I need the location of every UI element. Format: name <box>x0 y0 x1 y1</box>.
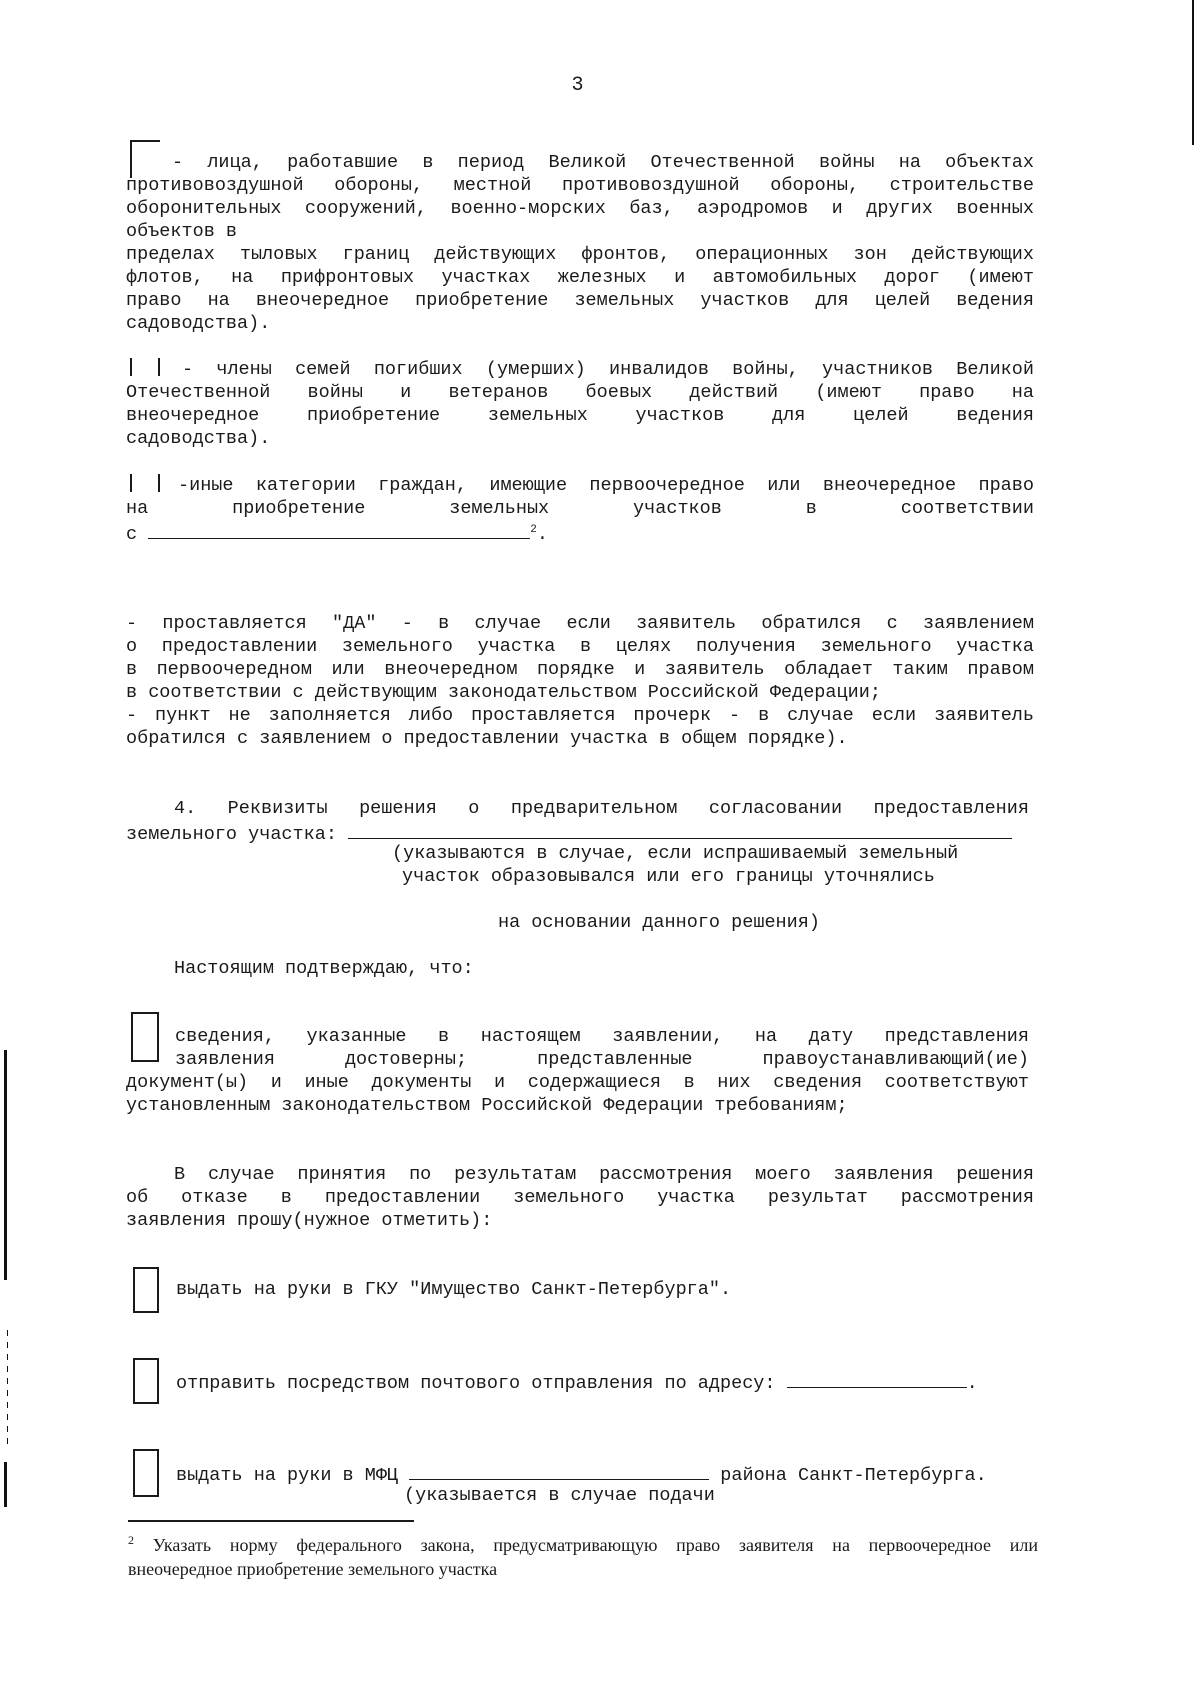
text-line: заявления прошу(нужное отметить): <box>126 1210 493 1231</box>
checkbox-pickup-mfc[interactable] <box>133 1449 159 1497</box>
text-line: - проставляется "ДА" - в случае если заявитель обратился с заявлением <box>126 613 1034 634</box>
text-fragment: Указать норму федерального закона, предусматривающую право заявителя на первоочередное или <box>152 1535 1039 1555</box>
text-fragment: земельного участка: <box>126 824 337 845</box>
page-number: 3 <box>571 74 584 97</box>
block-war-families <box>126 358 1034 450</box>
text-fragment: отправить посредством почтового отправления по адресу: <box>176 1373 776 1394</box>
section-4-hint-2: участок образовывался или его границы уточнялись <box>402 866 935 887</box>
text-line: об отказе в предоставлении земельного участка результат рассмотрения <box>126 1187 1034 1208</box>
footnote-ref: 2 <box>530 523 537 536</box>
checkbox-send-by-mail[interactable] <box>133 1358 159 1404</box>
confirm-block <box>126 1025 1029 1117</box>
text-line: - члены семей погибших (умерших) инвалидов войны, участников Великой <box>182 359 1034 380</box>
option-send-by-mail <box>176 1369 978 1395</box>
text-line: -иные категории граждан, имеющие первоочередное или внеочередное право <box>178 475 1034 496</box>
text-line: Отечественной войны и ветеранов боевых действий (имеют право на <box>126 382 1034 403</box>
text-line: садоводства). <box>126 428 271 449</box>
legal-basis-field[interactable] <box>148 520 530 539</box>
block-other-categories <box>126 474 1034 546</box>
text-line: в первоочередном или внеочередном порядке и заявитель обладает таким правом <box>126 659 1034 680</box>
option-pickup-gku: выдать на руки в ГКУ "Имущество Санкт-Петербурга". <box>176 1279 732 1300</box>
note-block <box>126 612 1034 750</box>
scan-edge-mark-left <box>4 1050 7 1280</box>
text-line-legal-basis <box>126 520 1034 546</box>
text-line: внеочередное приобретение земельных участков для целей ведения <box>126 405 1034 426</box>
scan-edge-mark-left-dashed <box>7 1330 8 1450</box>
checkbox-pickup-gku[interactable] <box>133 1267 159 1313</box>
mfc-district-field[interactable] <box>409 1461 709 1480</box>
decision-details-field[interactable] <box>348 820 1012 839</box>
text-line: объектов в <box>126 221 238 242</box>
block-wartime-workers <box>126 151 1034 335</box>
footnote <box>128 1533 1038 1581</box>
refusal-block <box>126 1163 1034 1232</box>
text-line: - лица, работавшие в период Великой Отечественной войны на объектах <box>172 152 1034 173</box>
text-line: обратился с заявлением о предоставлении участка в общем порядке). <box>126 728 848 749</box>
text-line: документ(ы) и иные документы и содержащиеся в них сведения соответствуют <box>126 1072 1029 1093</box>
text-fragment: с <box>126 524 138 545</box>
text-line: В случае принятия по результатам рассмотрения моего заявления решения <box>174 1164 1034 1185</box>
text-fragment: . <box>536 524 548 545</box>
text-line: внеочередное приобретение земельного участка <box>128 1559 498 1579</box>
text-line: садоводства). <box>126 313 271 334</box>
section-4 <box>126 797 1029 846</box>
scan-edge-mark-left-bottom <box>4 1462 7 1507</box>
text-line: о предоставлении земельного участка в целях получения земельного участка <box>126 636 1034 657</box>
text-fragment: . <box>966 1373 978 1394</box>
text-fragment: района Санкт-Петербурга. <box>720 1465 987 1486</box>
text-line: в соответствии с действующим законодательством Российской Федерации; <box>126 682 881 703</box>
text-line: - пункт не заполняется либо проставляется прочерк - в случае если заявитель <box>126 705 1034 726</box>
section-4-hint-1: (указываются в случае, если испрашиваемый земельный <box>392 843 959 864</box>
text-line: на приобретение земельных участков в соответствии <box>126 498 1034 519</box>
text-line: флотов, на прифронтовых участках железных и автомобильных дорог (имеют <box>126 267 1034 288</box>
text-line: оборонительных сооружений, военно-морских баз, аэродромов и других военных <box>126 198 1034 219</box>
text-line: сведения, указанные в настоящем заявлении, на дату представления <box>175 1026 1029 1047</box>
text-fragment: выдать на руки в МФЦ <box>176 1465 399 1486</box>
text-line: пределах тыловых границ действующих фронтов, операционных зон действующих <box>126 244 1034 265</box>
option-pickup-mfc-hint: (указывается в случае подачи <box>404 1485 715 1506</box>
confirm-intro: Настоящим подтверждаю, что: <box>174 958 474 979</box>
text-line <box>128 1533 1038 1557</box>
text-line: установленным законодательством Российской Федерации требованиям; <box>126 1095 848 1116</box>
text-line: 4. Реквизиты решения о предварительном согласовании предоставления <box>174 798 1029 819</box>
text-line: противовоздушной обороны, местной противовоздушной обороны, строительстве <box>126 175 1034 196</box>
section-4-hint-3: на основании данного решения) <box>498 912 820 933</box>
footnote-mark: 2 <box>128 1533 134 1547</box>
text-line: заявления достоверны; представленные правоустанавливающий(ие) <box>175 1049 1029 1070</box>
footnote-separator <box>128 1520 414 1522</box>
text-line: право на внеочередное приобретение земельных участков для целей ведения <box>126 290 1034 311</box>
postal-address-field[interactable] <box>787 1369 967 1388</box>
scan-edge-mark-right <box>1192 0 1194 145</box>
